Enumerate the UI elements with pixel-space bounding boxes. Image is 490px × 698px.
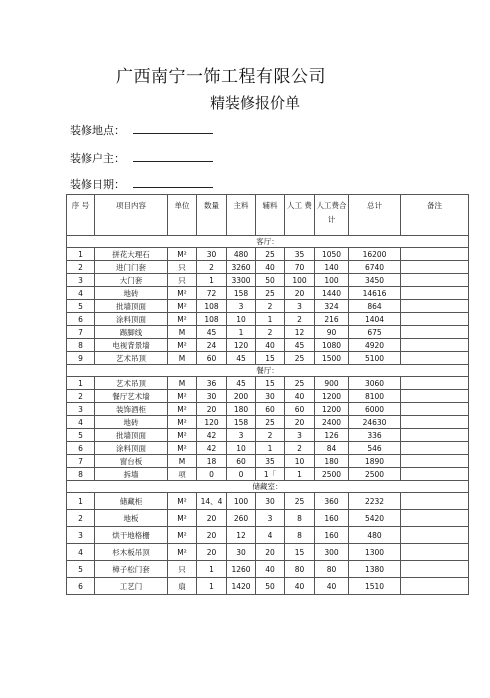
date-blank-line (133, 176, 213, 188)
table-cell (401, 390, 469, 403)
table-row (67, 442, 469, 455)
table-cell: 1 (67, 493, 95, 510)
table-cell (401, 339, 469, 352)
table-cell: 只 (168, 274, 197, 287)
table-cell: 25 (256, 416, 285, 429)
table-cell: 9 (67, 352, 95, 365)
table-cell: 42 (197, 429, 227, 442)
table-cell: 烘干地格栅 (95, 527, 168, 544)
table-cell: M² (168, 339, 197, 352)
table-cell: 15 (285, 544, 315, 561)
table-cell: 100 (285, 274, 315, 287)
table-cell (401, 377, 469, 390)
table-cell: 进门门套 (95, 261, 168, 274)
table-cell: M² (168, 442, 197, 455)
table-cell: 5100 (349, 352, 401, 365)
table-row (67, 527, 469, 544)
section-heading: 储藏室： (67, 481, 469, 493)
table-cell: 2 (285, 442, 315, 455)
table-cell: 25 (285, 377, 315, 390)
table-cell: 踢脚线 (95, 326, 168, 339)
table-cell: 1260 (227, 561, 256, 578)
table-cell: 30 (256, 390, 285, 403)
table-cell: 40 (256, 261, 285, 274)
table-cell: 2 (67, 510, 95, 527)
table-row (67, 429, 469, 442)
table-cell: 60 (197, 352, 227, 365)
table-cell: 5 (67, 429, 95, 442)
table-cell: 90 (315, 326, 349, 339)
table-cell (401, 442, 469, 455)
header-cell: 项目内容 (95, 195, 168, 236)
table-cell: M (168, 377, 197, 390)
table-row (67, 313, 469, 326)
table-cell: 3260 (227, 261, 256, 274)
table-cell: 3 (67, 527, 95, 544)
table-cell: 工艺门 (95, 578, 168, 595)
table-cell: 158 (227, 287, 256, 300)
table-cell: M² (168, 429, 197, 442)
table-cell: M² (168, 248, 197, 261)
table-cell (401, 313, 469, 326)
table-cell: 1080 (315, 339, 349, 352)
table-cell: 2232 (349, 493, 401, 510)
table-cell: 只 (168, 561, 197, 578)
table-cell: 1200 (315, 390, 349, 403)
table-cell: 1 (197, 578, 227, 595)
table-cell: 40 (315, 578, 349, 595)
table-cell: 1380 (349, 561, 401, 578)
table-cell: 5 (67, 561, 95, 578)
table-cell: 336 (349, 429, 401, 442)
table-cell: 100 (315, 274, 349, 287)
table-cell: 8100 (349, 390, 401, 403)
table-cell: 窗台板 (95, 455, 168, 468)
table-cell: 只 (168, 261, 197, 274)
date-label: 装修日期： (70, 178, 125, 191)
table-cell: 6 (67, 313, 95, 326)
table-cell: 84 (315, 442, 349, 455)
table-cell (401, 274, 469, 287)
table-cell: 2 (256, 300, 285, 313)
table-cell: 4 (67, 544, 95, 561)
table-cell: 地砖 (95, 287, 168, 300)
table-cell: 3060 (349, 377, 401, 390)
table-cell: 15 (256, 352, 285, 365)
table-cell: 7 (67, 455, 95, 468)
table-cell: 1 (67, 248, 95, 261)
header-cell: 人工 费 (285, 195, 315, 236)
table-cell: 3 (67, 403, 95, 416)
table-cell: 72 (197, 287, 227, 300)
table-cell: 324 (315, 300, 349, 313)
table-cell: 40 (285, 390, 315, 403)
company-title: 广西南宁一饰工程有限公司 (116, 67, 326, 87)
table-cell: 2 (285, 313, 315, 326)
table-cell: 30 (227, 544, 256, 561)
table-cell: 260 (227, 510, 256, 527)
table-row (67, 416, 469, 429)
table-row (67, 261, 469, 274)
table-header-row (67, 195, 469, 236)
table-cell: 4920 (349, 339, 401, 352)
location-field (70, 122, 213, 138)
table-cell: M (168, 352, 197, 365)
table-cell: 6 (67, 442, 95, 455)
table-cell: 108 (197, 313, 227, 326)
table-cell: 45 (227, 352, 256, 365)
table-cell: 1420 (227, 578, 256, 595)
header-cell: 单位 (168, 195, 197, 236)
table-cell: 1300 (349, 544, 401, 561)
owner-field (70, 150, 213, 166)
table-cell: 电视背景墙 (95, 339, 168, 352)
table-cell: 216 (315, 313, 349, 326)
table-row (67, 339, 469, 352)
table-cell: 42 (197, 442, 227, 455)
table-cell: 160 (315, 510, 349, 527)
table-cell: 餐厅艺术墙 (95, 390, 168, 403)
table-cell: 25 (285, 352, 315, 365)
table-row (67, 377, 469, 390)
table-cell: 126 (315, 429, 349, 442)
owner-blank-line (133, 150, 213, 162)
table-cell: 70 (285, 261, 315, 274)
table-cell: 批墙顶面 (95, 300, 168, 313)
table-cell: 45 (227, 377, 256, 390)
location-label: 装修地点： (70, 124, 125, 137)
table-cell: 18 (197, 455, 227, 468)
table-cell: 2 (67, 390, 95, 403)
table-cell: 2400 (315, 416, 349, 429)
section-heading: 客厅： (67, 236, 469, 248)
table-cell: 24 (197, 339, 227, 352)
table-cell (401, 544, 469, 561)
table-cell: M (168, 326, 197, 339)
table-cell: 50 (256, 274, 285, 287)
table-cell: M² (168, 493, 197, 510)
table-cell: 25 (285, 493, 315, 510)
table-cell: 108 (197, 300, 227, 313)
table-cell: 300 (315, 544, 349, 561)
table-cell: 3 (256, 510, 285, 527)
table-cell: 项 (168, 468, 197, 481)
table-cell (401, 468, 469, 481)
table-cell: 1 (285, 468, 315, 481)
table-cell (401, 455, 469, 468)
table-cell: 1050 (315, 248, 349, 261)
table-cell: 140 (315, 261, 349, 274)
table-cell: 2 (67, 261, 95, 274)
table-cell (401, 416, 469, 429)
table-row (67, 326, 469, 339)
table-cell: 80 (285, 561, 315, 578)
table-cell: 4 (67, 416, 95, 429)
table-cell: 批墙顶面 (95, 429, 168, 442)
table-cell: 1 (227, 326, 256, 339)
table-cell: 地砖 (95, 416, 168, 429)
table-cell: 4 (67, 287, 95, 300)
table-cell (401, 561, 469, 578)
table-cell: 8 (285, 527, 315, 544)
header-cell: 总计 (349, 195, 401, 236)
table-row (67, 544, 469, 561)
table-cell: 0 (197, 468, 227, 481)
table-cell: 900 (315, 377, 349, 390)
table-cell: 20 (256, 544, 285, 561)
table-cell: 3450 (349, 274, 401, 287)
table-cell: 35 (256, 455, 285, 468)
table-cell: 涂料顶面 (95, 442, 168, 455)
table-cell: 储藏柜 (95, 493, 168, 510)
table-cell: M² (168, 416, 197, 429)
table-cell: 2 (197, 261, 227, 274)
table-cell: 200 (227, 390, 256, 403)
table-cell: 1404 (349, 313, 401, 326)
table-cell: 40 (256, 561, 285, 578)
table-cell: 30 (256, 493, 285, 510)
table-cell: M² (168, 527, 197, 544)
table-cell: 20 (285, 416, 315, 429)
document-subtitle: 精装修报价单 (210, 94, 301, 112)
table-cell: 3 (67, 274, 95, 287)
table-cell: 480 (227, 248, 256, 261)
table-cell (401, 352, 469, 365)
table-cell: 546 (349, 442, 401, 455)
table-cell: 20 (197, 527, 227, 544)
table-cell: 25 (256, 287, 285, 300)
table-cell: 480 (349, 527, 401, 544)
table-cell: 4 (256, 527, 285, 544)
section-heading: 餐厅： (67, 365, 469, 377)
table-cell: M² (168, 390, 197, 403)
table-row (67, 468, 469, 481)
table-cell: 扇 (168, 578, 197, 595)
table-cell: 50 (256, 578, 285, 595)
table-cell: 40 (285, 578, 315, 595)
location-blank-line (133, 122, 213, 134)
section-row (67, 365, 469, 377)
table-cell (401, 261, 469, 274)
table-cell: 3 (285, 300, 315, 313)
table-cell: 14、4 (197, 493, 227, 510)
table-cell: M² (168, 403, 197, 416)
table-cell: 60 (227, 455, 256, 468)
table-cell: 25 (256, 248, 285, 261)
table-cell: 6000 (349, 403, 401, 416)
table-row (67, 248, 469, 261)
table-cell: 1 (256, 442, 285, 455)
table-cell: 120 (197, 416, 227, 429)
table-cell: 10 (227, 442, 256, 455)
table-cell: 2 (256, 326, 285, 339)
table-cell (401, 429, 469, 442)
date-field (70, 176, 213, 192)
table-cell: 杉木板吊顶 (95, 544, 168, 561)
table-cell: 360 (315, 493, 349, 510)
table-cell: 2500 (349, 468, 401, 481)
table-row (67, 510, 469, 527)
table-cell (401, 510, 469, 527)
table-cell: 30 (197, 390, 227, 403)
table-cell: 40 (256, 339, 285, 352)
table-row (67, 352, 469, 365)
owner-label: 装修户主： (70, 152, 125, 165)
table-cell: 涂料顶面 (95, 313, 168, 326)
table-row (67, 403, 469, 416)
table-cell: 160 (315, 527, 349, 544)
table-cell: 1500 (315, 352, 349, 365)
table-cell: 1890 (349, 455, 401, 468)
table-cell: 8 (285, 510, 315, 527)
table-cell: 0 (227, 468, 256, 481)
table-cell: 100 (227, 493, 256, 510)
table-cell: 3 (285, 429, 315, 442)
table-cell: 1510 (349, 578, 401, 595)
header-cell: 主料 (227, 195, 256, 236)
table-cell: 16200 (349, 248, 401, 261)
table-cell: 6740 (349, 261, 401, 274)
table-cell: 60 (285, 403, 315, 416)
table-cell: 5420 (349, 510, 401, 527)
table-cell (401, 287, 469, 300)
table-cell: 地板 (95, 510, 168, 527)
table-cell: 24630 (349, 416, 401, 429)
table-cell: 12 (227, 527, 256, 544)
table-cell (401, 300, 469, 313)
table-row (67, 287, 469, 300)
table-cell: 45 (285, 339, 315, 352)
table-cell: M² (168, 287, 197, 300)
table-cell: 180 (227, 403, 256, 416)
table-cell: 3 (227, 429, 256, 442)
table-cell: 1 (197, 274, 227, 287)
table-cell: 装饰酒柜 (95, 403, 168, 416)
quote-table (66, 194, 469, 595)
table-cell: 20 (197, 544, 227, 561)
header-cell: 辅料 (256, 195, 285, 236)
table-cell (401, 248, 469, 261)
table-row (67, 578, 469, 595)
table-cell: 艺术吊顶 (95, 352, 168, 365)
table-cell: 拼花大理石 (95, 248, 168, 261)
table-row (67, 561, 469, 578)
table-cell: 1 (256, 313, 285, 326)
header-cell: 备注 (401, 195, 469, 236)
table-cell: M² (168, 510, 197, 527)
table-cell: M (168, 455, 197, 468)
table-cell: 80 (315, 561, 349, 578)
table-cell: 15 (256, 377, 285, 390)
table-cell: 158 (227, 416, 256, 429)
table-cell: 2500 (315, 468, 349, 481)
table-cell: 艺术吊顶 (95, 377, 168, 390)
table-cell (401, 578, 469, 595)
table-cell: 1200 (315, 403, 349, 416)
table-cell: 6 (67, 578, 95, 595)
table-cell: 大门套 (95, 274, 168, 287)
table-cell: 20 (285, 287, 315, 300)
table-cell: 1「 (256, 468, 285, 481)
table-cell: 5 (67, 300, 95, 313)
table-cell: M² (168, 313, 197, 326)
table-cell: 180 (315, 455, 349, 468)
table-cell: 14616 (349, 287, 401, 300)
table-cell: M² (168, 300, 197, 313)
table-cell: 樟子松门套 (95, 561, 168, 578)
table-cell (401, 527, 469, 544)
table-cell: 3 (227, 300, 256, 313)
table-row (67, 493, 469, 510)
table-cell: 10 (227, 313, 256, 326)
header-cell: 序 号 (67, 195, 95, 236)
table-cell: 2 (256, 429, 285, 442)
table-cell: 10 (285, 455, 315, 468)
table-cell: 45 (197, 326, 227, 339)
table-cell: 7 (67, 326, 95, 339)
table-cell: 1 (197, 561, 227, 578)
table-cell: 675 (349, 326, 401, 339)
table-cell: 864 (349, 300, 401, 313)
table-cell (401, 326, 469, 339)
header-cell: 数量 (197, 195, 227, 236)
section-row (67, 236, 469, 248)
table-cell: 120 (227, 339, 256, 352)
table-cell: 1 (67, 377, 95, 390)
table-row (67, 274, 469, 287)
table-cell: 30 (197, 248, 227, 261)
table-cell: 12 (285, 326, 315, 339)
table-cell (401, 403, 469, 416)
table-cell: 35 (285, 248, 315, 261)
header-cell: 人工费合 计 (315, 195, 349, 236)
table-cell: 8 (67, 339, 95, 352)
section-row (67, 481, 469, 493)
table-cell: 36 (197, 377, 227, 390)
table-cell: 20 (197, 510, 227, 527)
table-cell: 8 (67, 468, 95, 481)
table-row (67, 455, 469, 468)
table-cell (401, 493, 469, 510)
table-row (67, 300, 469, 313)
table-cell: 拆墙 (95, 468, 168, 481)
table-cell: 1440 (315, 287, 349, 300)
table-cell: 60 (256, 403, 285, 416)
table-cell: 3300 (227, 274, 256, 287)
table-cell: M² (168, 544, 197, 561)
table-cell: 20 (197, 403, 227, 416)
table-row (67, 390, 469, 403)
